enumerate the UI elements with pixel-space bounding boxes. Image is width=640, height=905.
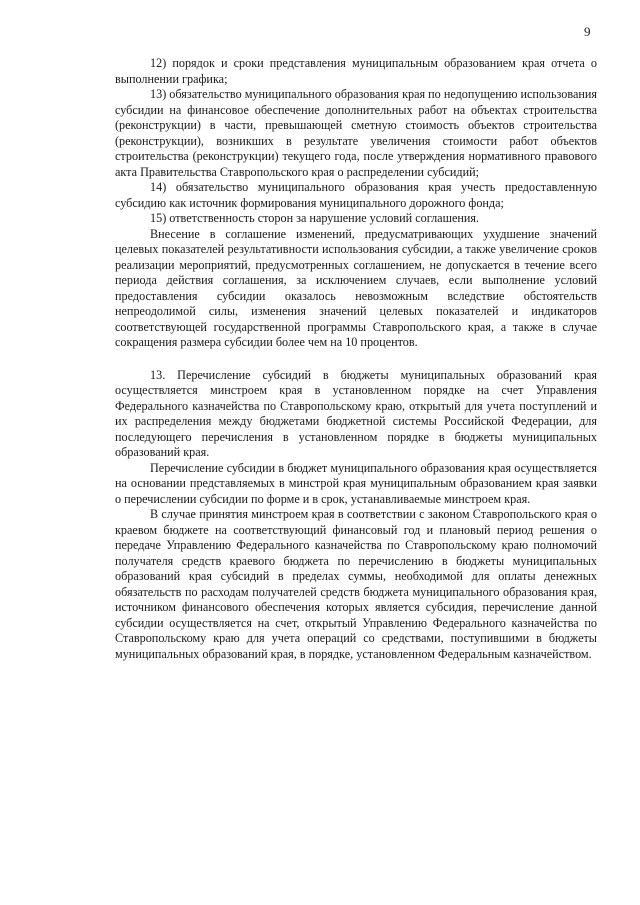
paragraph-item-13: 13) обязательство муниципального образования края по недопущению использования субсидии на финансовое обеспечение дополнительных работ на объектах строительства (реконструкции) в части, превышающей сметную стоимость объектов строительства (реконструкции), возникших в результате увеличения стоимости работ объектов строительства (реконструкции) текущего года, после утверждения нормативного правового акта Правительства Ставропольского края о распределении субсидий; xyxy=(115,87,598,179)
paragraph-amendments: Внесение в соглашение изменений, предусматривающих ухудшение значений целевых показателей результативности использования субсидии, а также увеличение сроков реализации мероприятий, предусмотренных соглашением, не допускается в течение всего периода действия соглашения, за исключением случаев, если выполнение условий предоставления субсидии оказалось невозможным вследствие обстоятельств непреодолимой силы, изменения значений целевых показателей и индикаторов соответствующей государственной программы Ставропольского края, а также в случае сокращения размера субсидии более чем на 10 процентов. xyxy=(115,226,597,349)
paragraph-treasury-powers: В случае принятия минстроем края в соответствии с законом Ставропольского края о краевом бюджете на соответствующий финансовый год и плановый период решения о передаче Управлению Федерального казначейства по Ставропольскому краю полномочий получателя средств краевого бюджета по перечислению в бюджеты муниципальных образований края субсидий в пределах суммы, необходимой для оплаты денежных обязательств по расходам получателей средств бюджета муниципального образования края, источником финансового обеспечения которых является субсидия, перечисление данной субсидии осуществляется на счет, открытый Управлению Федерального казначейства по Ставропольскому краю для учета операций со средствами, поступившими в бюджеты муниципальных образований края, в порядке, установленном Федеральным казначейством. xyxy=(115,507,597,661)
page-number: 9 xyxy=(584,24,591,39)
document-body xyxy=(115,56,597,662)
paragraph-section-13: 13. Перечисление субсидий в бюджеты муниципальных образований края осуществляется минстроем края в установленном порядке на счет Управления Федерального казначейства по Ставропольскому краю, открытый для учета поступлений и их распределения между бюджетами бюджетной системы Российской Федерации, для последующего перечисления в установленном порядке в бюджеты муниципальных образований края. xyxy=(115,367,597,459)
paragraph-item-14: 14) обязательство муниципального образования края учесть предоставленную субсидию как источник формирования муниципального дорожного фонда; xyxy=(115,180,597,210)
paragraph-item-12: 12) порядок и сроки представления муниципальным образованием края отчета о выполнении графика; xyxy=(115,56,597,86)
paragraph-item-15: 15) ответственность сторон за нарушение условий соглашения. xyxy=(150,211,480,225)
paragraph-transfer-basis: Перечисление субсидии в бюджет муниципального образования края осуществляется на основании представляемых в минстрой края муниципальным образованием края заявки о перечислении субсидии по форме и в срок, устанавливаемые минстроем края. xyxy=(115,460,597,506)
